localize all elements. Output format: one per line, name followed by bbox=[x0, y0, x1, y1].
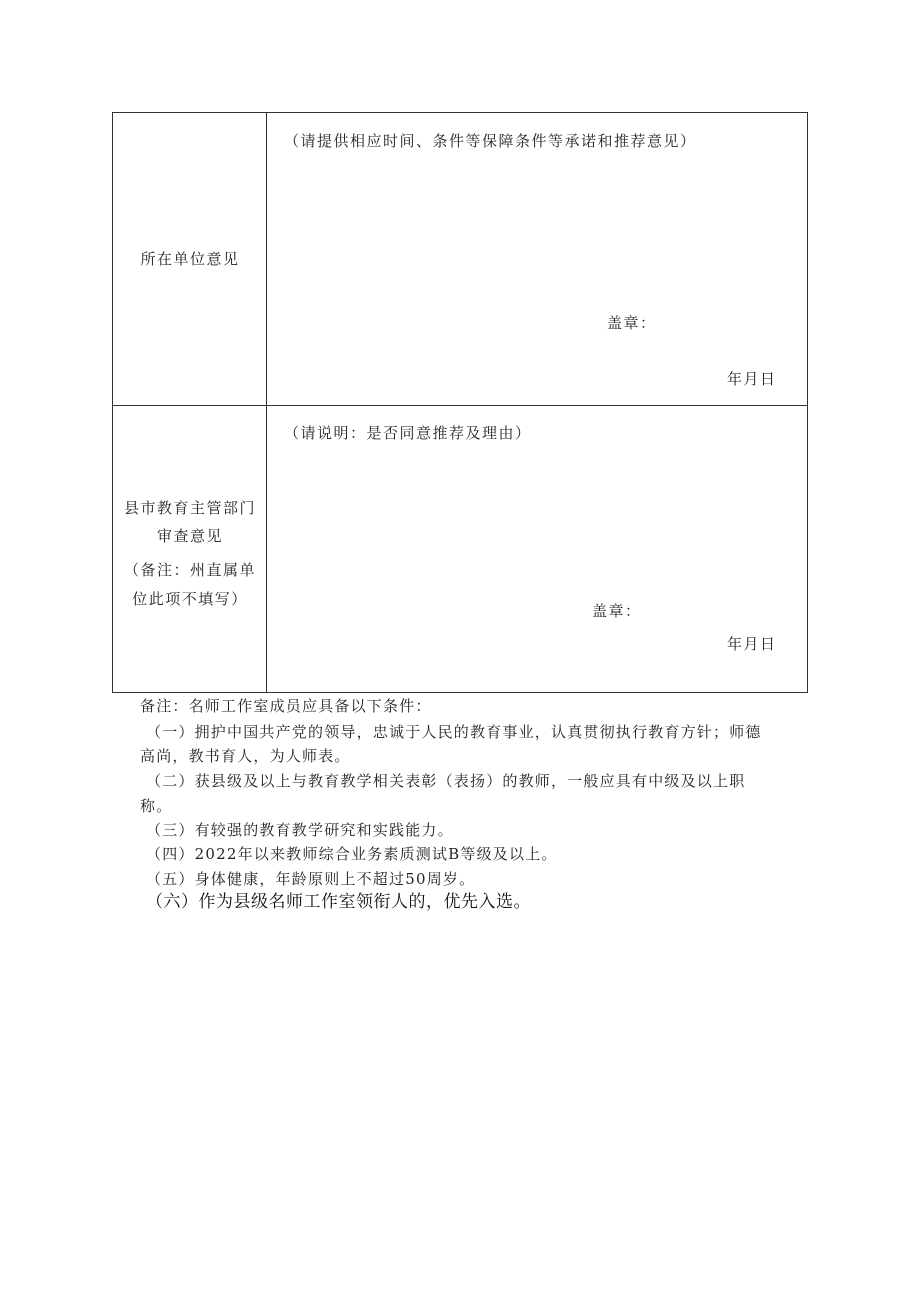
note-item-5: （五）身体健康，年龄原则上不超过50周岁。 bbox=[146, 870, 476, 888]
note-item-1-line-2: 高尚，教书育人，为人师表。 bbox=[140, 747, 351, 765]
county-opinion-content-cell[interactable] bbox=[268, 406, 807, 692]
county-opinion-label-line-1: 县市教育主管部门 bbox=[123, 499, 256, 517]
note-item-2-line-2: 称。 bbox=[140, 797, 173, 815]
county-opinion-hint: （请说明：是否同意推荐及理由） bbox=[284, 424, 532, 442]
note-item-1-line-1: （一）拥护中国共产党的领导，忠诚于人民的教育事业，认真贯彻执行教育方针；师德 bbox=[146, 723, 762, 741]
unit-opinion-label-cell bbox=[113, 113, 267, 405]
county-opinion-row bbox=[113, 406, 807, 692]
unit-opinion-seal-label: 盖章： bbox=[607, 314, 657, 332]
county-opinion-label-line-4: 位此项不填写） bbox=[132, 590, 248, 608]
county-opinion-seal-label: 盖章： bbox=[592, 602, 642, 620]
unit-opinion-content-cell[interactable] bbox=[268, 113, 807, 405]
note-item-3: （三）有较强的教育教学研究和实践能力。 bbox=[146, 821, 454, 839]
unit-opinion-hint: （请提供相应时间、条件等保障条件等承诺和推荐意见） bbox=[284, 132, 697, 150]
unit-opinion-date-label: 年月日 bbox=[727, 370, 777, 388]
note-item-2-line-1: （二）获县级及以上与教育教学相关表彰（表扬）的教师，一般应具有中级及以上职 bbox=[146, 772, 746, 790]
opinion-table bbox=[112, 112, 808, 693]
county-opinion-label-line-3: （备注：州直属单 bbox=[123, 561, 256, 579]
unit-opinion-label: 所在单位意见 bbox=[140, 250, 240, 268]
unit-opinion-row bbox=[113, 113, 807, 406]
county-opinion-date-label: 年月日 bbox=[727, 635, 777, 653]
county-opinion-label-line-2: 审查意见 bbox=[156, 527, 223, 545]
notes-title: 备注：名师工作室成员应具备以下条件： bbox=[140, 697, 432, 715]
county-opinion-label-cell bbox=[113, 406, 267, 692]
note-item-6: （六）作为县级名师工作室领衔人的，优先入选。 bbox=[146, 892, 531, 912]
note-item-4: （四）2022年以来教师综合业务素质测试B等级及以上。 bbox=[146, 845, 558, 863]
